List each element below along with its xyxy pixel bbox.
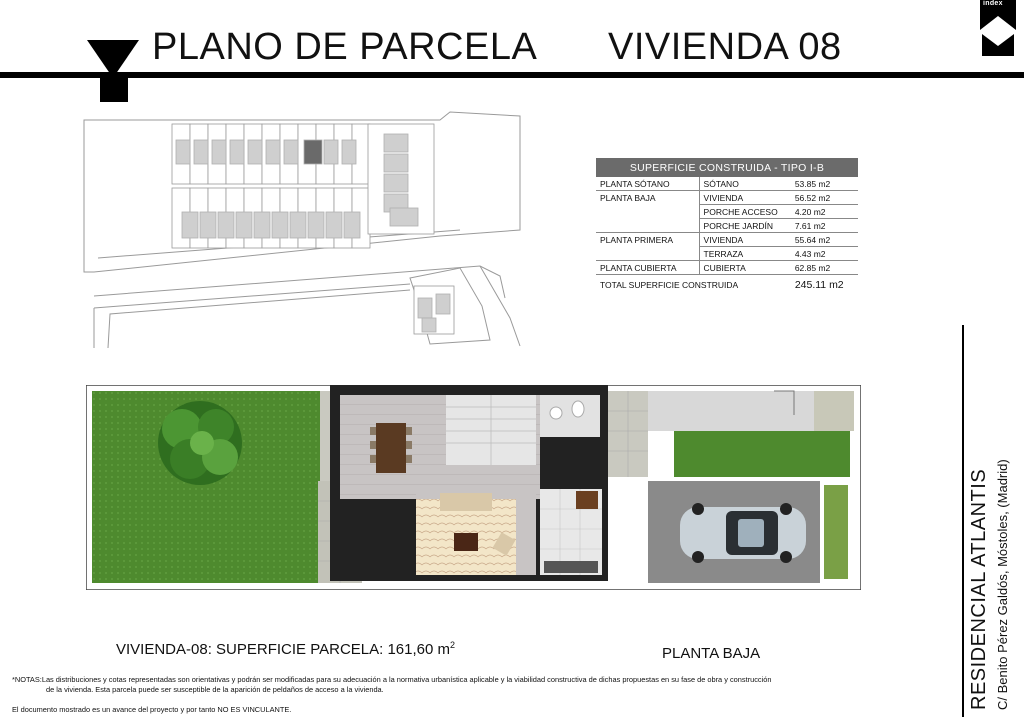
header-rule (0, 72, 1024, 78)
index-logo-icon (980, 0, 1016, 58)
car-icon (680, 503, 806, 563)
table-row (596, 233, 858, 247)
kitchen-table-icon (576, 491, 598, 509)
table-row (596, 261, 858, 275)
area-value: 53.85 m2 (791, 177, 858, 191)
page-title: PLANO DE PARCELA (152, 26, 538, 68)
index-logo-text: index (983, 0, 1003, 7)
table-row (596, 247, 858, 261)
floor-label: PLANTA SÓTANO (596, 177, 699, 191)
space-label: PORCHE ACCESO (699, 205, 791, 219)
area-value: 4.20 m2 (791, 205, 858, 219)
table-row (596, 191, 858, 205)
unit-title: VIVIENDA 08 (608, 26, 842, 68)
area-value: 7.61 m2 (791, 219, 858, 233)
table-heading: SUPERFICIE CONSTRUIDA - TIPO I-B (596, 158, 858, 177)
space-label: PORCHE JARDÍN (699, 219, 791, 233)
table-total-row (596, 275, 858, 296)
floor-label (596, 247, 699, 261)
space-label: VIVIENDA (699, 191, 791, 205)
sidebar-divider (962, 325, 964, 717)
note-line: de la vivienda. Esta parcela puede ser susceptible de la aparición de peldaños de acceso a la vivienda. (46, 685, 384, 694)
dining-table-icon (370, 423, 412, 473)
area-value: 56.52 m2 (791, 191, 858, 205)
built-area-table (596, 158, 858, 295)
sofa-icon (440, 493, 492, 511)
front-garden (674, 431, 850, 477)
floor-label: PLANTA PRIMERA (600, 234, 674, 245)
project-address: C/ Benito Pérez Galdós, Móstoles, (Madrid) (995, 459, 1010, 710)
table-row (596, 177, 858, 191)
brand-block-icon (100, 78, 128, 102)
sidebar-text (968, 310, 1010, 710)
plot-area-unit: 2 (450, 640, 456, 650)
space-label: CUBIERTA (699, 261, 791, 275)
floor-label: PLANTA CUBIERTA (596, 261, 699, 275)
area-value: 4.43 m2 (791, 247, 858, 261)
coffee-table-icon (454, 533, 478, 551)
total-value: 245.11 m2 (794, 279, 844, 291)
floor-label (596, 219, 699, 233)
space-label: TERRAZA (699, 247, 791, 261)
table-row (596, 205, 858, 219)
floor-label: PLANTA BAJA (662, 645, 761, 662)
disclaimer: El documento mostrado es un avance del proyecto y por tanto NO ES VINCULANTE. (12, 705, 292, 714)
area-value: 55.64 m2 (791, 233, 858, 247)
floor-label (596, 205, 699, 219)
ground-floor-plan (86, 385, 861, 590)
plot-area-label (116, 640, 455, 658)
area-value: 62.85 m2 (791, 261, 858, 275)
tree-icon (158, 401, 242, 485)
site-plan (80, 108, 522, 348)
staircase (446, 395, 536, 465)
floor-label: PLANTA BAJA (600, 192, 656, 203)
project-name: RESIDENCIAL ATLANTIS (968, 468, 990, 710)
space-label: VIVIENDA (699, 233, 791, 247)
space-label: SÓTANO (699, 177, 791, 191)
plot-area-text: VIVIENDA-08: SUPERFICIE PARCELA: 161,60 m (116, 641, 451, 658)
table-row (596, 219, 858, 233)
hedge-corner (814, 391, 854, 431)
bathroom (540, 395, 600, 437)
total-label: TOTAL SUPERFICIE CONSTRUIDA (600, 280, 739, 290)
highlighted-unit (304, 140, 322, 164)
notes (12, 675, 912, 695)
note-line: *NOTAS:Las distribuciones y cotas representadas son orientativas y podrán ser modificadas para su adecuación a la normativa urbanística aplicable y la viabilidad constructiva de dichas propuestas en su fase de obra y construcción (12, 675, 772, 684)
